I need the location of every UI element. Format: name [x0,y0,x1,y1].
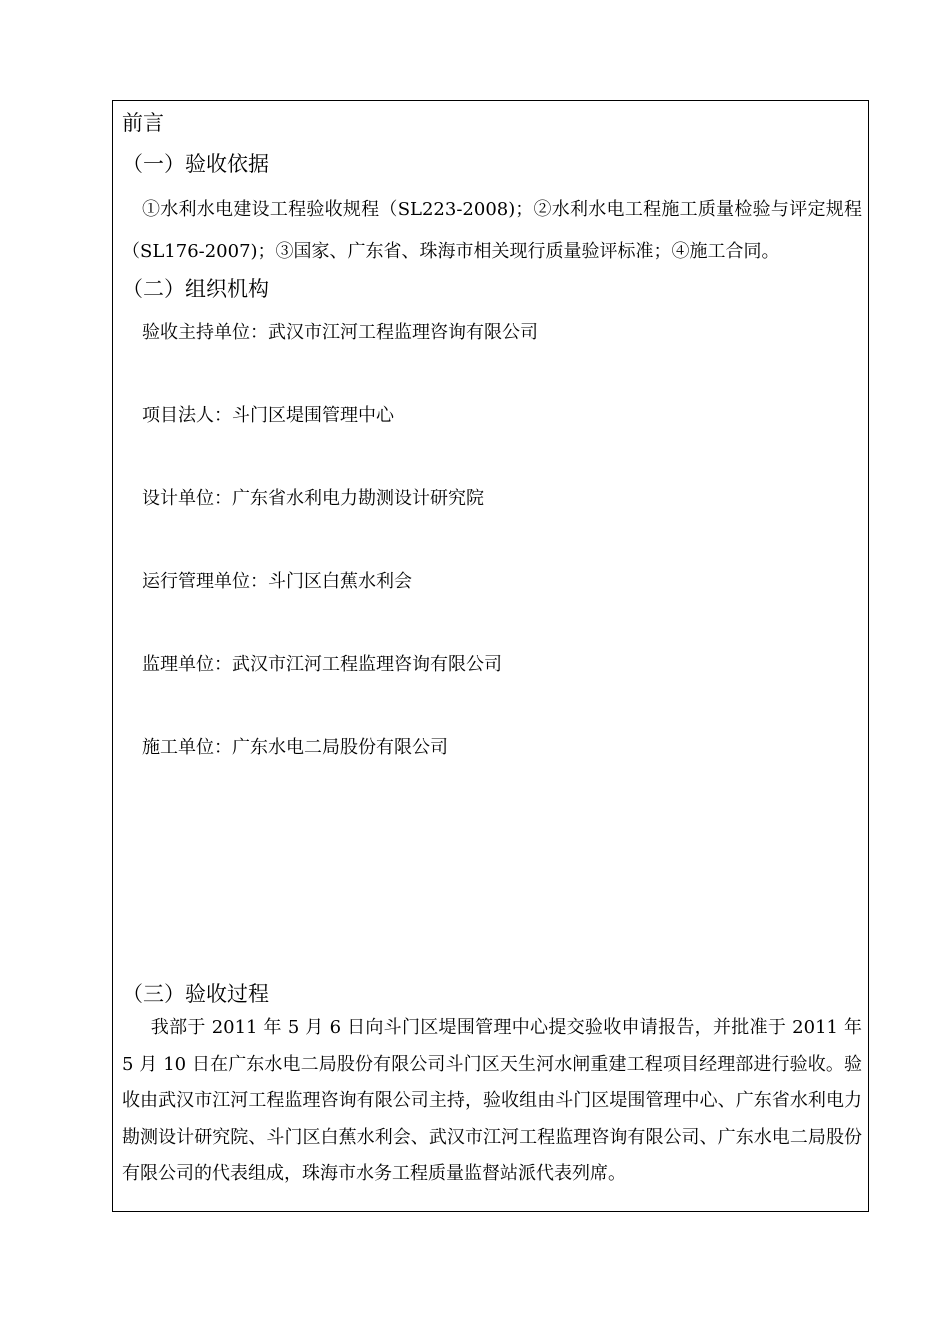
org-item-owner: 项目法人：斗门区堤围管理中心 [142,405,394,426]
section3-text: 我部于 2011 年 5 月 6 日向斗门区堤围管理中心提交验收申请报告，并批准于 2011 年 5 月 10 日在广东水电二局股份有限公司斗门区天生河水闸重建工程项目经理部进行验收。验收由武汉市江河工程监理咨询有限公司主持，验收组由斗门区堤围管理中心、广东省水利电力勘测设计研究院、斗门区白蕉水利会、武汉市江河工程监理咨询有限公司、广东水电二局股份有限公司的代表组成，珠海市水务工程质量监督站派代表列席。 [122,1017,862,1184]
section2-heading: （二）组织机构 [122,277,269,301]
section1-heading: （一）验收依据 [122,152,269,176]
org-item-supervision: 监理单位：武汉市江河工程监理咨询有限公司 [142,654,502,675]
preface-title: 前言 [122,111,164,135]
org-item-design: 设计单位：广东省水利电力勘测设计研究院 [142,488,484,509]
section3-heading: （三）验收过程 [122,982,269,1006]
org-item-host: 验收主持单位：武汉市江河工程监理咨询有限公司 [142,322,538,343]
org-item-operation: 运行管理单位：斗门区白蕉水利会 [142,571,412,592]
section1-text: ①水利水电建设工程验收规程（SL223-2008)；②水利水电工程施工质量检验与评定规程（SL176-2007)；③国家、广东省、珠海市相关现行质量验评标准；④施工合同。 [122,199,862,262]
org-item-construction: 施工单位：广东水电二局股份有限公司 [142,737,448,758]
